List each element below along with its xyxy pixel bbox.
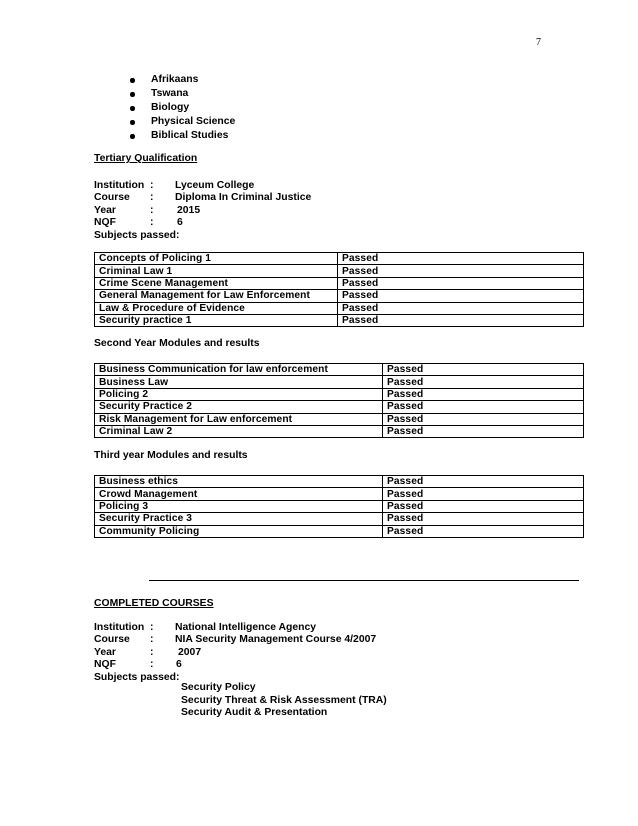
- result-cell: Passed: [338, 253, 584, 265]
- module-cell: Policing 2: [95, 388, 383, 400]
- course-value: NIA Security Management Course 4/2007: [175, 634, 377, 646]
- list-item: Tswana: [127, 87, 235, 101]
- course-value: Diploma In Criminal Justice: [175, 192, 312, 204]
- colon: :: [150, 180, 154, 191]
- module-cell: Crowd Management: [95, 488, 383, 500]
- module-cell: Risk Management for Law enforcement: [95, 413, 383, 425]
- table-row: [95, 500, 584, 512]
- colon: :: [150, 204, 154, 216]
- section-divider: [149, 580, 579, 581]
- list-item: Security Audit & Presentation: [181, 707, 328, 718]
- table-row: [95, 302, 584, 314]
- colon: :: [150, 634, 154, 646]
- tertiary-heading: Tertiary Qualification: [94, 153, 198, 164]
- result-cell: Passed: [383, 476, 584, 488]
- table-row: [95, 314, 584, 326]
- module-cell: Criminal Law 1: [95, 265, 338, 277]
- table-row: [95, 265, 584, 277]
- list-item: Afrikaans: [127, 73, 235, 87]
- second-year-heading: Second Year Modules and results: [94, 338, 260, 349]
- list-item: Biology: [127, 101, 235, 115]
- result-cell: Passed: [383, 364, 584, 376]
- year-value: 2007: [178, 646, 202, 658]
- institution-value: Lyceum College: [175, 180, 255, 191]
- result-cell: Passed: [338, 314, 584, 326]
- table-row: [95, 488, 584, 500]
- table-row: [95, 401, 584, 413]
- year-label: Year: [94, 646, 116, 658]
- result-cell: Passed: [383, 525, 584, 537]
- module-cell: Policing 3: [95, 500, 383, 512]
- table-row: [95, 413, 584, 425]
- course-label: Course: [94, 192, 130, 204]
- list-item: Security Threat & Risk Assessment (TRA): [181, 694, 387, 706]
- module-cell: Security Practice 3: [95, 513, 383, 525]
- table-row: [95, 425, 584, 437]
- module-cell: Concepts of Policing 1: [95, 253, 338, 265]
- table-row: [95, 376, 584, 388]
- module-cell: Business Law: [95, 376, 383, 388]
- module-cell: Criminal Law 2: [95, 425, 383, 437]
- institution-label: Institution: [94, 180, 145, 191]
- course-label: Course: [94, 634, 130, 646]
- year-value: 2015: [177, 204, 201, 216]
- module-cell: Security Practice 2: [95, 401, 383, 413]
- module-cell: Law & Procedure of Evidence: [95, 302, 338, 314]
- table-row: [95, 364, 584, 376]
- list-item: Biblical Studies: [127, 129, 235, 143]
- result-cell: Passed: [383, 401, 584, 413]
- colon: :: [150, 659, 154, 671]
- table-row: [95, 290, 584, 302]
- module-cell: Business ethics: [95, 476, 383, 488]
- result-cell: Passed: [383, 513, 584, 525]
- result-cell: Passed: [338, 290, 584, 302]
- table-row: [95, 513, 584, 525]
- result-cell: Passed: [338, 277, 584, 289]
- colon: :: [150, 622, 154, 633]
- result-cell: Passed: [338, 302, 584, 314]
- first-year-results-table: [94, 252, 584, 327]
- table-row: [95, 253, 584, 265]
- colon: :: [150, 217, 154, 229]
- table-row: [95, 476, 584, 488]
- colon: :: [150, 646, 154, 658]
- result-cell: Passed: [383, 488, 584, 500]
- module-cell: Business Communication for law enforcement: [95, 364, 383, 376]
- institution-value: National Intelligence Agency: [175, 622, 317, 633]
- third-year-results-table: [94, 475, 584, 538]
- table-row: [95, 388, 584, 400]
- result-cell: Passed: [383, 376, 584, 388]
- school-subjects-list: [127, 73, 235, 143]
- completed-subjects-list: [181, 682, 387, 720]
- result-cell: Passed: [383, 425, 584, 437]
- completed-courses-heading: COMPLETED COURSES: [94, 598, 214, 609]
- nqf-label: NQF: [94, 659, 116, 671]
- colon: :: [150, 192, 154, 204]
- nqf-label: NQF: [94, 217, 116, 229]
- subjects-passed-label: Subjects passed:: [94, 229, 180, 241]
- table-row: [95, 525, 584, 537]
- module-cell: Community Policing: [95, 525, 383, 537]
- module-cell: General Management for Law Enforcement: [95, 290, 338, 302]
- second-year-results-table: [94, 363, 584, 438]
- module-cell: Security practice 1: [95, 314, 338, 326]
- third-year-heading: Third year Modules and results: [94, 450, 248, 461]
- result-cell: Passed: [383, 388, 584, 400]
- institution-label: Institution: [94, 622, 145, 633]
- list-item: Physical Science: [127, 115, 235, 129]
- table-row: [95, 277, 584, 289]
- subjects-passed-label: Subjects passed:: [94, 671, 180, 683]
- nqf-value: 6: [176, 659, 182, 671]
- page-number: 7: [536, 37, 541, 48]
- result-cell: Passed: [338, 265, 584, 277]
- module-cell: Crime Scene Management: [95, 277, 338, 289]
- result-cell: Passed: [383, 500, 584, 512]
- year-label: Year: [94, 204, 116, 216]
- nqf-value: 6: [177, 217, 183, 229]
- list-item: Security Policy: [181, 682, 256, 693]
- result-cell: Passed: [383, 413, 584, 425]
